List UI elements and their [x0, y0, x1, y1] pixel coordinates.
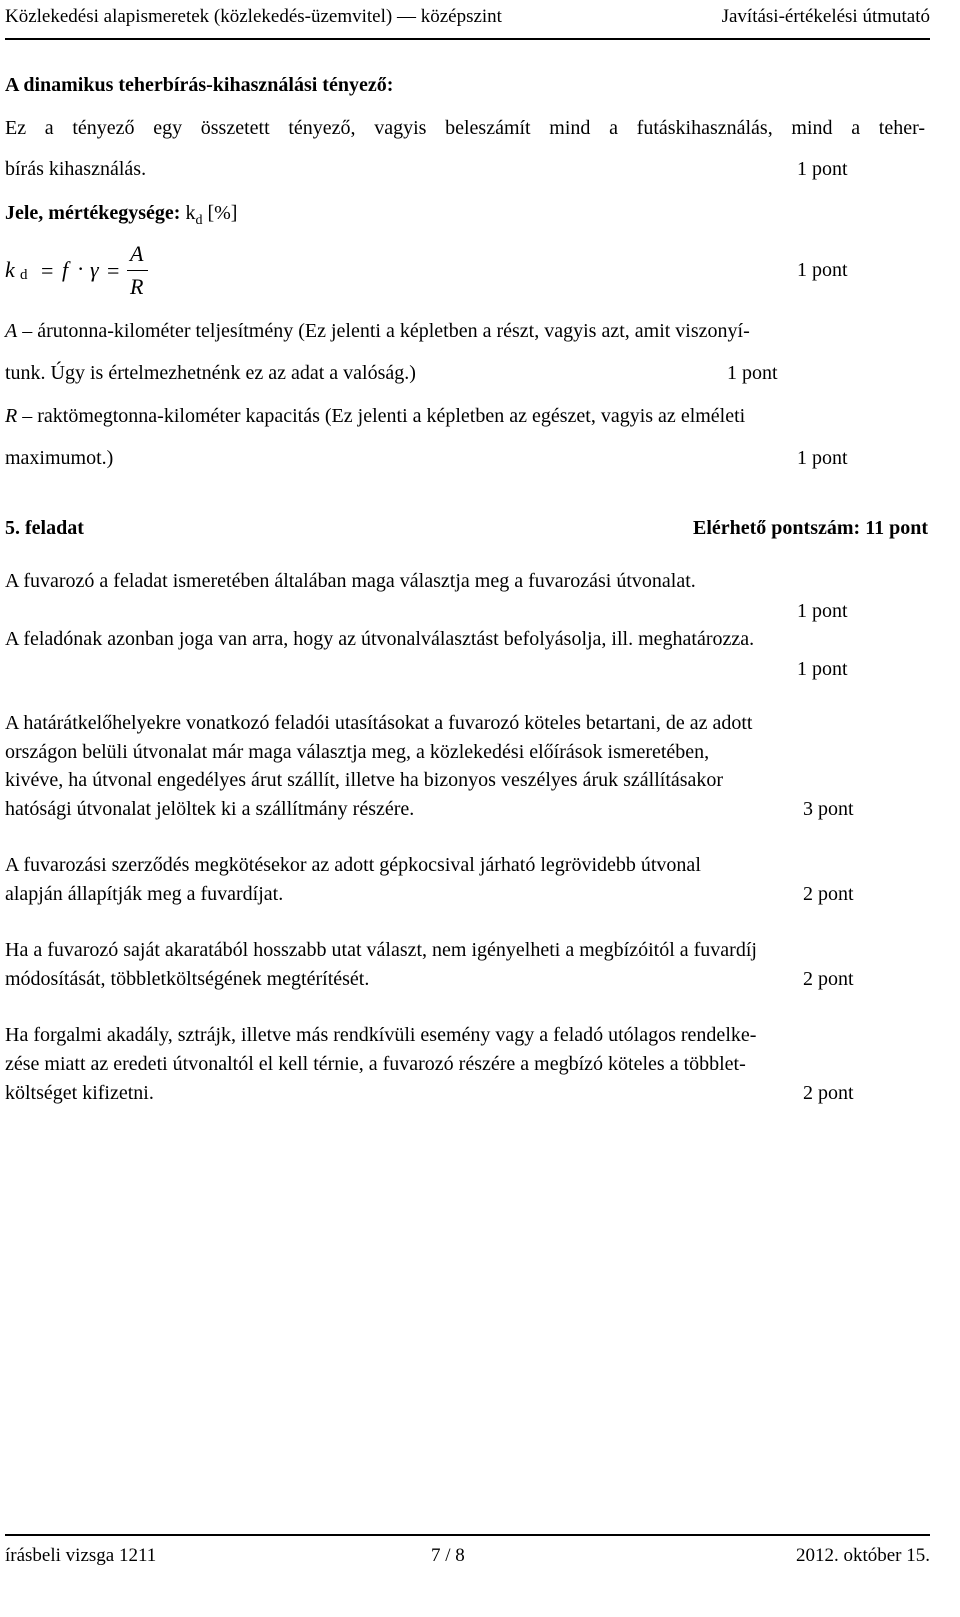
- a-symbol: A: [5, 320, 18, 342]
- a-line-1: – árutonna-kilométer teljesítmény (Ez jelenti a képletben a részt, vagyis azt, amit viszonyí-: [22, 320, 750, 342]
- task5-p6-line-2: zése miatt az eredeti útvonaltól el kell térnie, a fuvarozó részére a megbízó köteles a többlet-: [5, 1053, 746, 1075]
- formula-dot: ·: [77, 256, 85, 281]
- task5-p3-line-4: hatósági útvonalat jelöltek ki a szállítmány részére.: [5, 798, 415, 820]
- header-right: Javítási-értékelési útmutató: [721, 6, 930, 27]
- task5-p5-line-1: Ha a fuvarozó saját akaratából hosszabb utat választ, nem igényelheti a megbízóitól a fuvardíj: [5, 939, 757, 961]
- task5-p1-points: 1 pont: [797, 600, 848, 622]
- formula-gamma: γ: [90, 257, 99, 282]
- task5-p5-points: 2 pont: [803, 968, 854, 990]
- task5-p4-line-1: A fuvarozási szerződés megkötésekor az adott gépkocsival járható legrövidebb útvonal: [5, 854, 701, 876]
- symbol-sub: d: [195, 213, 203, 228]
- formula-sub: d: [20, 267, 28, 283]
- r-definition-line-1: [5, 405, 925, 428]
- footer-rule: [5, 1534, 930, 1536]
- formula-k: k: [5, 257, 15, 282]
- task5-p1: A fuvarozó a feladat ismeretében általában maga választja meg a fuvarozási útvonalat.: [5, 570, 696, 592]
- r-line-2: maximumot.): [5, 447, 114, 469]
- desc-points: 1 pont: [797, 158, 848, 180]
- task5-p3-line-3: kivéve, ha útvonal engedélyes árut szállít, illetve ha bizonyos veszélyes áruk szállításakor: [5, 769, 724, 791]
- r-line-1: – raktömegtonna-kilométer kapacitás (Ez jelenti a képletben az egészet, vagyis az elméleti: [22, 405, 746, 427]
- task5-p2-points: 1 pont: [797, 658, 848, 680]
- symbol-k: k: [185, 202, 196, 224]
- task5-p3-line-2: országon belüli útvonalat már maga választja meg, a közlekedési előírások ismeretében,: [5, 741, 710, 763]
- desc-line-2: bírás kihasználás.: [5, 158, 147, 180]
- formula-f: f: [62, 257, 69, 282]
- section-title: A dinamikus teherbírás-kihasználási tényező:: [5, 74, 394, 96]
- task5-p5-line-2: módosítását, többletköltségének megtérítését.: [5, 968, 370, 990]
- formula-eq1: =: [41, 258, 54, 283]
- task5-p3-points: 3 pont: [803, 798, 854, 820]
- task5-p4-points: 2 pont: [803, 883, 854, 905]
- formula-numerator: A: [130, 241, 144, 266]
- footer-center: 7 / 8: [431, 1545, 465, 1566]
- task5-max-points: Elérhető pontszám: 11 pont: [693, 517, 928, 539]
- task5-p2: A feladónak azonban joga van arra, hogy az útvonalválasztást befolyásolja, ill. meghatározza.: [5, 628, 755, 650]
- formula-points: 1 pont: [797, 259, 848, 281]
- r-symbol: R: [5, 405, 18, 427]
- task5-p3-line-1: A határátkelőhelyekre vonatkozó feladói utasításokat a fuvarozó köteles betartani, de az adott: [5, 712, 753, 734]
- footer-right: 2012. október 15.: [795, 1545, 930, 1566]
- header-left: Közlekedési alapismeretek (közlekedés-üzemvitel) — középszint: [5, 6, 502, 27]
- task5-p6-line-3: költséget kifizetni.: [5, 1082, 154, 1104]
- symbol-line: [5, 202, 237, 229]
- a-points: 1 pont: [727, 362, 778, 384]
- task5-p4-line-2: alapján állapítják meg a fuvardíjat.: [5, 883, 284, 905]
- r-points: 1 pont: [797, 447, 848, 469]
- footer-left: írásbeli vizsga 1211: [5, 1545, 157, 1566]
- desc-line-1: Ez a tényező egy összetett tényező, vagyis beleszámít mind a futáskihasználás, mind a teher-: [5, 117, 925, 139]
- symbol-label: Jele, mértékegysége:: [5, 202, 181, 224]
- task5-p6-line-1: Ha forgalmi akadály, sztrájk, illetve más rendkívüli esemény vagy a feladó utólagos rendelke-: [5, 1024, 757, 1046]
- a-definition-line-1: [5, 320, 925, 343]
- task5-title: 5. feladat: [5, 517, 84, 539]
- formula-denominator: R: [130, 274, 144, 299]
- task5-p6-points: 2 pont: [803, 1082, 854, 1104]
- formula-eq2: =: [107, 258, 120, 283]
- formula-fraction-line: [127, 270, 148, 271]
- header-rule: [5, 38, 930, 40]
- symbol-unit: [%]: [207, 202, 238, 224]
- a-line-2: tunk. Úgy is értelmezhetnénk ez az adat a valóság.): [5, 362, 416, 384]
